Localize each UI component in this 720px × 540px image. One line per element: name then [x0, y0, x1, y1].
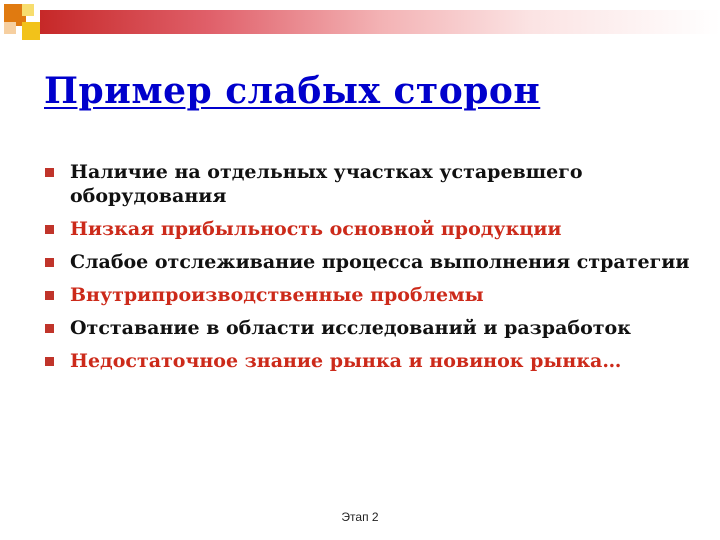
bullet-square-icon — [45, 357, 54, 366]
bullet-text: Отставание в области исследований и разработок — [70, 317, 631, 339]
bullet-square-icon — [45, 291, 54, 300]
bullet-text: Недостаточное знание рынка и новинок рынка… — [70, 350, 622, 372]
bullet-item — [40, 217, 700, 241]
bullet-item — [40, 283, 700, 307]
bullet-item — [40, 349, 700, 373]
bullet-text: Наличие на отдельных участках устаревшего оборудования — [70, 161, 583, 207]
bullet-item — [40, 250, 700, 274]
bullet-text: Внутрипроизводственные проблемы — [70, 284, 484, 306]
bullet-item — [40, 316, 700, 340]
bullet-list — [40, 160, 700, 382]
slide-title: Пример слабых сторон — [44, 70, 541, 112]
corner-decoration-square — [4, 22, 16, 34]
bullet-text: Слабое отслеживание процесса выполнения стратегии — [70, 251, 690, 273]
bullet-item — [40, 160, 700, 208]
top-gradient-bar — [40, 10, 720, 34]
corner-decoration-square — [22, 4, 34, 16]
bullet-square-icon — [45, 324, 54, 333]
bullet-text: Низкая прибыльность основной продукции — [70, 218, 562, 240]
bullet-square-icon — [45, 258, 54, 267]
bullet-square-icon — [45, 168, 54, 177]
slide-footer: Этап 2 — [341, 510, 379, 524]
corner-decoration-square — [22, 22, 40, 40]
bullet-square-icon — [45, 225, 54, 234]
